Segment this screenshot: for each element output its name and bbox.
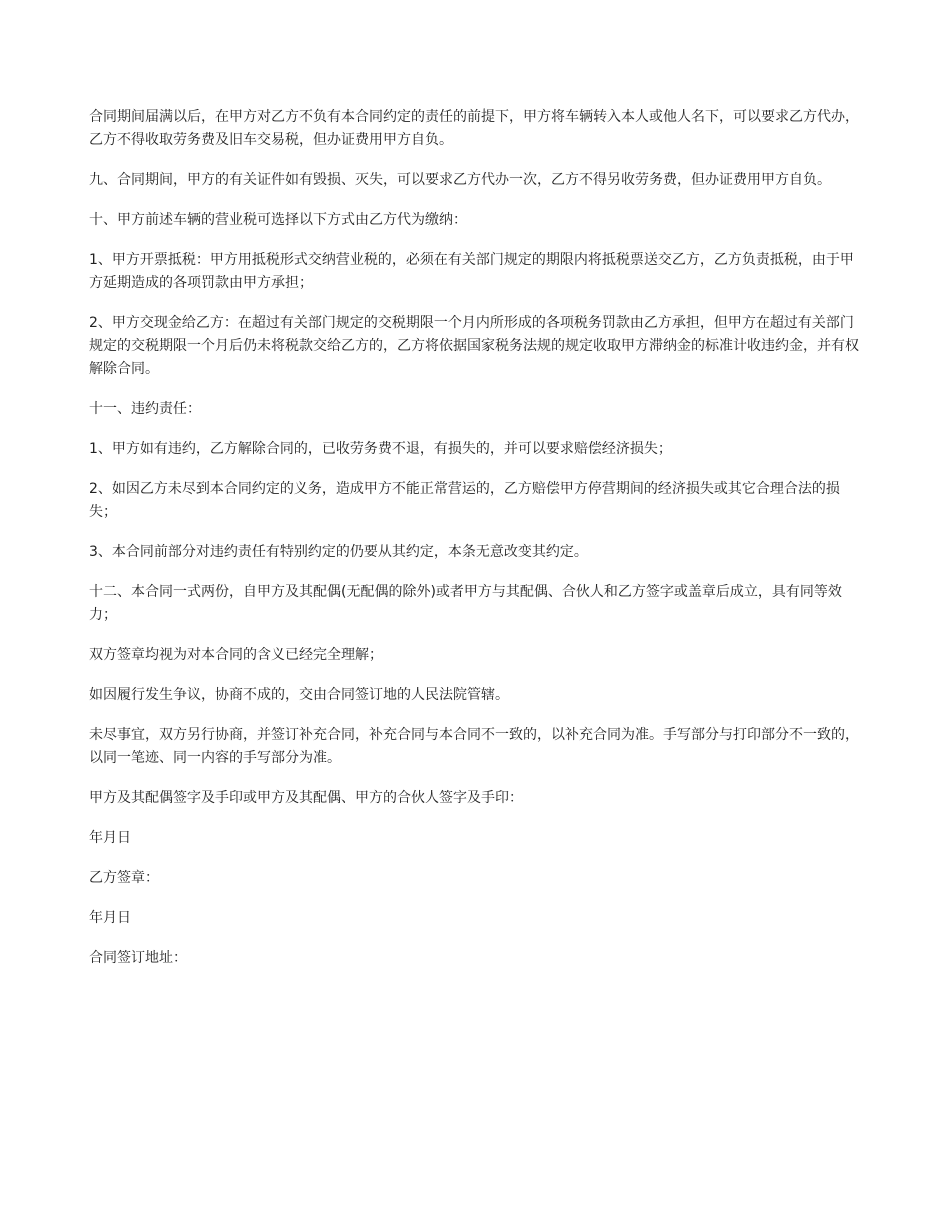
signature-line-party-a: 甲方及其配偶签字及手印或甲方及其配偶、甲方的合伙人签字及手印： <box>89 790 523 806</box>
date-line-party-b: 年月日 <box>89 910 131 926</box>
date-line-party-a: 年月日 <box>89 830 131 846</box>
paragraph-jurisdiction: 如因履行发生争议，协商不成的，交由合同签订地的人民法院管辖。 <box>89 687 509 703</box>
document-body <box>89 106 861 987</box>
signing-address-line: 合同签订地址： <box>89 950 187 966</box>
paragraph-clause-9: 九、合同期间，甲方的有关证件如有毁损、灭失，可以要求乙方代办一次，乙方不得另收劳务费，但办证费用甲方自负。 <box>89 172 831 188</box>
paragraph-term-expiry: 合同期间届满以后，在甲方对乙方不负有本合同约定的责任的前提下，甲方将车辆转入本人或他人名下，可以要求乙方代办，乙方不得收取劳务费及旧车交易税，但办证费用甲方自负。 <box>89 109 859 148</box>
paragraph-clause-12: 十二、本合同一式两份，自甲方及其配偶(无配偶的除外)或者甲方与其配偶、合伙人和乙方签字或盖章后成立，具有同等效力； <box>89 584 842 623</box>
paragraph-clause-11: 十一、违约责任： <box>89 401 201 417</box>
paragraph-clause-11-item-2: 2、如因乙方未尽到本合同约定的义务，造成甲方不能正常营运的，乙方赔偿甲方停营期间的经济损失或其它合理合法的损失； <box>89 481 840 520</box>
paragraph-understanding: 双方签章均视为对本合同的含义已经完全理解； <box>89 647 383 663</box>
paragraph-clause-10: 十、甲方前述车辆的营业税可选择以下方式由乙方代为缴纳： <box>89 212 467 228</box>
paragraph-clause-10-item-2: 2、甲方交现金给乙方：在超过有关部门规定的交税期限一个月内所形成的各项税务罚款由乙方承担，但甲方在超过有关部门规定的交税期限一个月后仍未将税款交给乙方的，乙方将依据国家税务法规的规定收取甲方滞纳金的标准计收违约金，并有权解除合同。 <box>89 315 859 377</box>
paragraph-clause-11-item-3: 3、本合同前部分对违约责任有特别约定的仍要从其约定，本条无意改变其约定。 <box>89 544 588 560</box>
paragraph-supplementary: 未尽事宜，双方另行协商，并签订补充合同，补充合同与本合同不一致的，以补充合同为准。手写部分与打印部分不一致的，以同一笔迹、同一内容的手写部分为准。 <box>89 727 859 766</box>
paragraph-clause-10-item-1: 1、甲方开票抵税：甲方用抵税形式交纳营业税的，必须在有关部门规定的期限内将抵税票送交乙方，乙方负责抵税，由于甲方延期造成的各项罚款由甲方承担； <box>89 252 854 291</box>
signature-line-party-b: 乙方签章： <box>89 870 159 886</box>
paragraph-clause-11-item-1: 1、甲方如有违约，乙方解除合同的，已收劳务费不退，有损失的，并可以要求赔偿经济损失； <box>89 441 672 457</box>
